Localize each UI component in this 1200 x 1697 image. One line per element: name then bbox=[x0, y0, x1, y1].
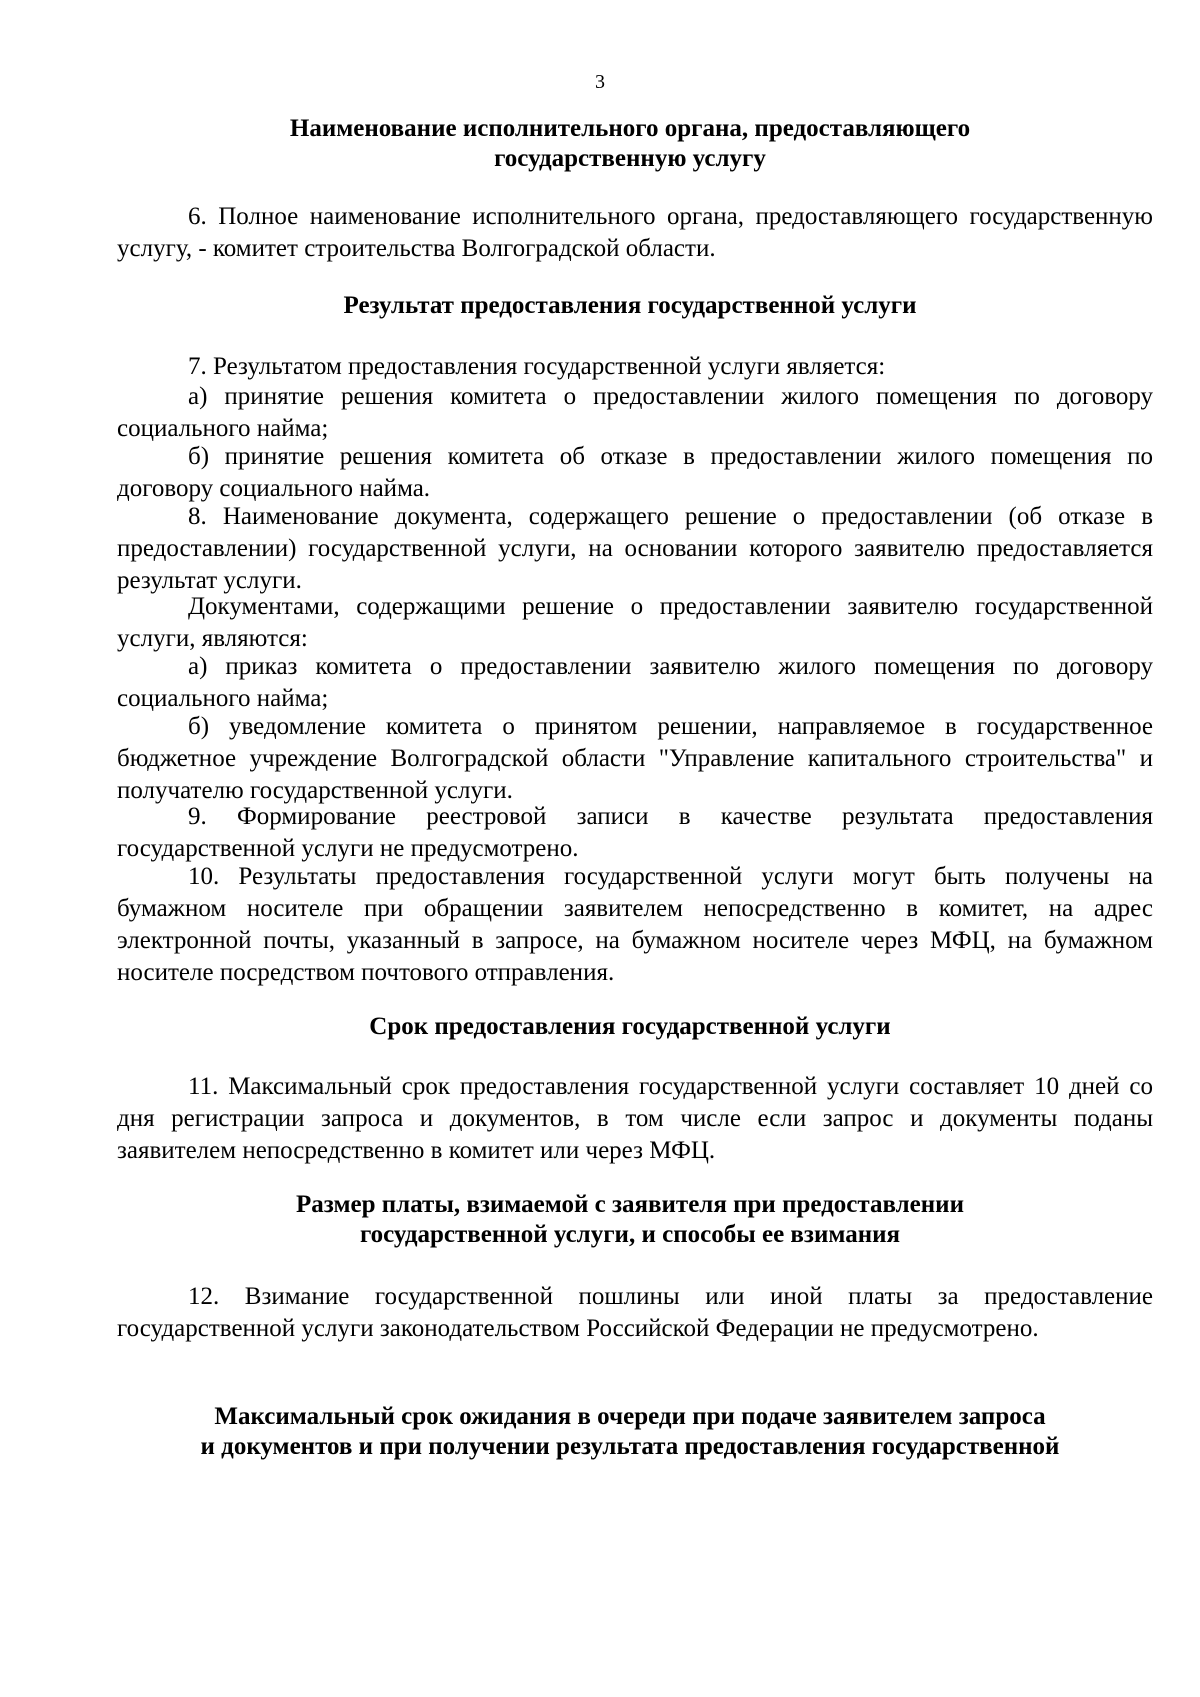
section-heading-authority-line2: государственную услугу bbox=[494, 145, 766, 172]
paragraph-8: 8. Наименование документа, содержащего решение о предоставлении (об отказе в предоставлении) государственной услуги, на основании которого заявителю предоставляется результат услуги. bbox=[117, 503, 1153, 594]
section-heading-fee-line2: государственной услуги, и способы ее взимания bbox=[359, 1221, 901, 1248]
paragraph-7a: а) принятие решения комитета о предоставлении жилого помещения по договору социального найма; bbox=[117, 383, 1153, 442]
paragraph-10: 10. Результаты предоставления государственной услуги могут быть получены на бумажном носителе при обращении заявителем непосредственно в комитет, на адрес электронной почты, указанный в запросе, на бумажном носителе через МФЦ, на бумажном носителе посредством почтового отправления. bbox=[117, 863, 1153, 986]
section-heading-authority-line1: Наименование исполнительного органа, предоставляющего bbox=[289, 115, 971, 142]
section-heading-queue-line2: и документов и при получении результата предоставления государственной bbox=[200, 1433, 1060, 1460]
page-number: 3 bbox=[595, 71, 605, 93]
paragraph-8a: а) приказ комитета о предоставлении заявителю жилого помещения по договору социального найма; bbox=[117, 653, 1153, 712]
section-heading-result: Результат предоставления государственной услуги bbox=[343, 292, 917, 319]
paragraph-12: 12. Взимание государственной пошлины или иной платы за предоставление государственной услуги законодательством Российской Федерации не предусмотрено. bbox=[117, 1283, 1153, 1342]
section-heading-queue-line1: Максимальный срок ожидания в очереди при подаче заявителем запроса bbox=[214, 1403, 1046, 1430]
paragraph-6: 6. Полное наименование исполнительного органа, предоставляющего государственную услугу, - комитет строительства Волгоградской области. bbox=[117, 203, 1153, 262]
paragraph-11: 11. Максимальный срок предоставления государственной услуги составляет 10 дней со дня регистрации запроса и документов, в том числе если запрос и документы поданы заявителем непосредственно в комитет или через МФЦ. bbox=[117, 1073, 1153, 1164]
paragraph-9: 9. Формирование реестровой записи в качестве результата предоставления государственной услуги не предусмотрено. bbox=[117, 803, 1153, 862]
section-heading-term: Срок предоставления государственной услуги bbox=[369, 1013, 891, 1040]
paragraph-7b: б) принятие решения комитета об отказе в предоставлении жилого помещения по договору социального найма. bbox=[117, 443, 1153, 502]
paragraph-8b: б) уведомление комитета о принятом решении, направляемое в государственное бюджетное учреждение Волгоградской области "Управление капитального строительства" и получателю государственной услуги. bbox=[117, 713, 1153, 804]
paragraph-8-docs: Документами, содержащими решение о предоставлении заявителю государственной услуги, являются: bbox=[117, 593, 1153, 652]
section-heading-fee-line1: Размер платы, взимаемой с заявителя при предоставлении bbox=[296, 1191, 964, 1218]
paragraph-7: 7. Результатом предоставления государственной услуги является: bbox=[188, 353, 886, 380]
